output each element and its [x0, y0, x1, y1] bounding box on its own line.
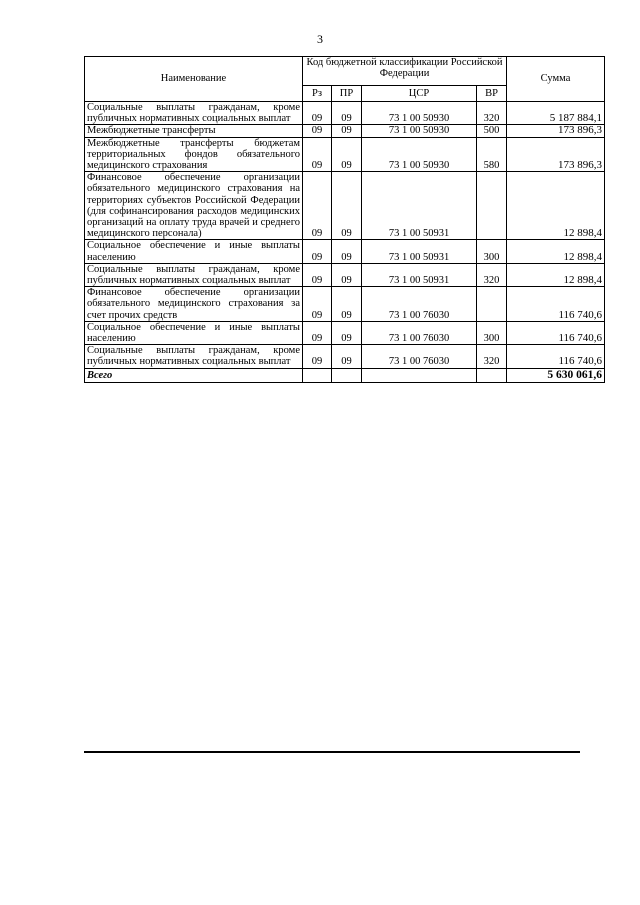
row-name: Межбюджетные трансферты — [85, 125, 303, 137]
row-pr: 09 — [332, 287, 362, 322]
table-row — [85, 240, 605, 263]
row-rz: 09 — [303, 321, 332, 344]
row-rz: 09 — [303, 263, 332, 286]
row-sum: 116 740,6 — [507, 345, 605, 368]
row-rz: 09 — [303, 172, 332, 240]
table-row — [85, 287, 605, 322]
row-pr: 09 — [332, 345, 362, 368]
table-row — [85, 137, 605, 172]
row-rz: 09 — [303, 287, 332, 322]
row-sum: 173 896,3 — [507, 137, 605, 172]
row-rz: 09 — [303, 125, 332, 137]
row-name: Финансовое обеспечение организации обязательного медицинского страхования за счет прочих средств — [85, 287, 303, 322]
header-name: Наименование — [85, 57, 303, 102]
total-empty-cell — [362, 368, 477, 382]
header-sum: Сумма — [507, 57, 605, 102]
row-vr — [477, 287, 507, 322]
bottom-divider — [84, 751, 580, 753]
row-vr: 320 — [477, 345, 507, 368]
row-csr: 73 1 00 50931 — [362, 240, 477, 263]
total-row — [85, 368, 605, 382]
row-pr: 09 — [332, 125, 362, 137]
row-pr: 09 — [332, 137, 362, 172]
budget-table — [84, 56, 605, 383]
row-sum: 12 898,4 — [507, 263, 605, 286]
row-rz: 09 — [303, 102, 332, 125]
row-sum: 116 740,6 — [507, 287, 605, 322]
table-row — [85, 172, 605, 240]
row-csr: 73 1 00 76030 — [362, 287, 477, 322]
header-rz: Рз — [303, 86, 332, 102]
row-sum: 173 896,3 — [507, 125, 605, 137]
table-row — [85, 345, 605, 368]
row-pr: 09 — [332, 240, 362, 263]
row-pr: 09 — [332, 172, 362, 240]
row-name: Социальное обеспечение и иные выплаты населению — [85, 240, 303, 263]
row-rz: 09 — [303, 240, 332, 263]
row-name: Социальное обеспечение и иные выплаты населению — [85, 321, 303, 344]
page-number: 3 — [317, 32, 323, 46]
row-csr: 73 1 00 50931 — [362, 263, 477, 286]
row-vr — [477, 172, 507, 240]
row-rz: 09 — [303, 137, 332, 172]
header-budget-code: Код бюджетной классификации Российской Федерации — [303, 57, 507, 86]
header-vr: ВР — [477, 86, 507, 102]
table-row — [85, 125, 605, 137]
row-csr: 73 1 00 76030 — [362, 345, 477, 368]
row-sum: 12 898,4 — [507, 240, 605, 263]
total-empty-cell — [477, 368, 507, 382]
row-rz: 09 — [303, 345, 332, 368]
row-vr: 500 — [477, 125, 507, 137]
row-name: Финансовое обеспечение организации обязательного медицинского страхования на территориях субъектов Российской Федерации (для софинансирования расходов медицинских организаций на оплату труда врачей и среднего медицинского персонала) — [85, 172, 303, 240]
total-empty-cell — [332, 368, 362, 382]
row-vr: 580 — [477, 137, 507, 172]
total-label: Всего — [85, 368, 303, 382]
row-name: Межбюджетные трансферты бюджетам территориальных фондов обязательного медицинского страхования — [85, 137, 303, 172]
table-row — [85, 263, 605, 286]
row-csr: 73 1 00 50930 — [362, 125, 477, 137]
row-vr: 300 — [477, 321, 507, 344]
row-name: Социальные выплаты гражданам, кроме публичных нормативных социальных выплат — [85, 102, 303, 125]
row-pr: 09 — [332, 263, 362, 286]
header-csr: ЦСР — [362, 86, 477, 102]
row-csr: 73 1 00 76030 — [362, 321, 477, 344]
table-row — [85, 321, 605, 344]
row-vr: 300 — [477, 240, 507, 263]
row-csr: 73 1 00 50930 — [362, 137, 477, 172]
row-csr: 73 1 00 50931 — [362, 172, 477, 240]
row-sum: 5 187 884,1 — [507, 102, 605, 125]
table-row — [85, 102, 605, 125]
total-empty-cell — [303, 368, 332, 382]
row-pr: 09 — [332, 102, 362, 125]
row-name: Социальные выплаты гражданам, кроме публичных нормативных социальных выплат — [85, 345, 303, 368]
row-pr: 09 — [332, 321, 362, 344]
row-sum: 12 898,4 — [507, 172, 605, 240]
row-vr: 320 — [477, 263, 507, 286]
total-sum: 5 630 061,6 — [507, 368, 605, 382]
header-pr: ПР — [332, 86, 362, 102]
row-vr: 320 — [477, 102, 507, 125]
row-csr: 73 1 00 50930 — [362, 102, 477, 125]
row-name: Социальные выплаты гражданам, кроме публичных нормативных социальных выплат — [85, 263, 303, 286]
row-sum: 116 740,6 — [507, 321, 605, 344]
